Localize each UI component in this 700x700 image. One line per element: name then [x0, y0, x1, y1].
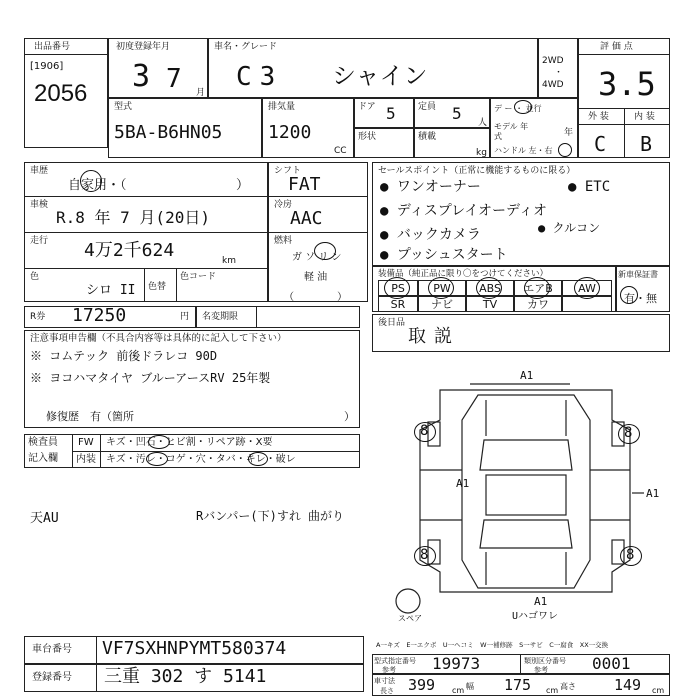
exterior-grade: C [594, 132, 607, 156]
handle-label: ハンドル 左・右 [494, 146, 553, 155]
wd-dot: ・ [554, 68, 564, 78]
damage-mark-right: A1 [646, 487, 660, 500]
len-label: 車寸法 [374, 677, 395, 685]
equip-circle-aw [574, 277, 600, 299]
equip-circle-abs [476, 277, 502, 299]
fuel-paren: （ ） [284, 292, 348, 303]
sales-points-title: セールスポイント（正常に機能するものに限る） [378, 166, 576, 176]
tire-fr-circle [618, 424, 640, 444]
repair-close: ） [344, 410, 355, 423]
lot-number: 2056 [34, 80, 88, 107]
height-unit: cm [652, 686, 665, 695]
ac-label: 冷房 [274, 200, 293, 210]
interior-dirt-circle [146, 452, 168, 466]
cat-sub: 参考 [534, 666, 548, 674]
fw-items: キズ・凹石・ヒビ割・リペア跡・X要 [106, 437, 273, 448]
interior-label: 内 装 [634, 112, 655, 122]
yen-unit: 円 [180, 312, 190, 322]
model: 5BA-B6HN05 [114, 122, 223, 143]
fuel-options: ガ ソ リ ン [292, 252, 342, 263]
fuel-label: 燃料 [274, 236, 293, 246]
warranty-options: 有・無 [624, 292, 657, 305]
mileage-label: 走行 [30, 236, 49, 246]
car-name-label: 車名・グレード [214, 42, 278, 52]
equip-aw: AW [562, 280, 612, 296]
equip-circle-pw [428, 277, 454, 299]
capacity-label: 定員 [418, 102, 437, 112]
year-unit: 年 [564, 128, 574, 138]
color-change-label: 色替 [148, 282, 167, 292]
fw-chip-circle [148, 435, 170, 449]
width-sub: 幅 [466, 682, 474, 691]
cc-unit: CC [334, 146, 347, 156]
damage-mark-tire-rr: 8 [626, 547, 635, 563]
sales-point-2: ● ETC [568, 179, 611, 195]
sales-point-2-text: ETC [584, 179, 611, 195]
interior-items: キズ・汚レ・コゲ・穴・タバ・キレ・破レ [106, 454, 296, 465]
sales-point-3: ● ディスプレイオーディオ [380, 203, 547, 219]
damage-mark-tire-rl: 8 [420, 547, 429, 563]
first-reg-month: 7 [166, 64, 182, 94]
sales-point-1-text: ワンオーナー [396, 179, 481, 195]
damage-mark-front: A1 [520, 369, 534, 382]
width: 175 [504, 676, 532, 694]
sales-point-3-text: ディスプレイオーディオ [396, 203, 547, 219]
displacement: 1200 [268, 122, 312, 143]
repair-label: 修復歴 有（箇所 [46, 410, 134, 423]
notes-line-2: ※ ヨコハマタイヤ ブルーアースRV 25年製 [30, 371, 271, 385]
exterior-label: 外 装 [588, 112, 609, 122]
grade: シャイン [332, 62, 428, 90]
fuel-options-2: 軽 油 [304, 272, 328, 283]
cat-label: 類別区分番号 [524, 657, 566, 665]
equip-airbag: エアB [514, 280, 562, 296]
tire-rr-circle [620, 546, 642, 566]
chassis-label: 車台番号 [32, 644, 72, 655]
kg-unit: kg [476, 148, 487, 158]
equip-circle-airbag [524, 277, 550, 299]
sales-point-6-text: プッシュスタート [396, 247, 508, 263]
shift-label: シフト [274, 166, 302, 176]
equip-sr: SR [378, 296, 418, 312]
diagram-bottom-note: Uハゴワレ [512, 611, 559, 622]
sales-point-5-text: クルコン [552, 221, 601, 235]
handle-right-circle [558, 143, 572, 157]
model-label: 型式 [114, 102, 133, 112]
plate-value: 三重 302 す 5141 [104, 666, 267, 687]
name-change-label: 名変期限 [202, 312, 239, 322]
fw-label: FW [78, 437, 94, 448]
first-reg-label: 初度登録年月 [116, 42, 171, 52]
height-sub: 高さ [560, 682, 576, 691]
equip-ps: PS [378, 280, 418, 296]
person-unit: 人 [478, 118, 488, 128]
load-label: 積載 [418, 132, 437, 142]
type-no: 19973 [432, 654, 481, 673]
warranty-yes-circle [620, 286, 638, 304]
ac-value: AAC [290, 208, 323, 229]
color-value: シロ II [86, 283, 136, 298]
cat-no: 0001 [592, 654, 631, 673]
plate-label: 登録番号 [32, 672, 72, 683]
mileage-value: 4万2千624 [84, 240, 175, 261]
displacement-label: 排気量 [268, 102, 296, 112]
first-reg-month-unit: 月 [196, 88, 206, 98]
height: 149 [614, 676, 642, 694]
grade-label: 評 価 点 [600, 42, 633, 52]
after-value: 取説 [408, 326, 460, 347]
inspector-label-2: 記入欄 [28, 453, 58, 464]
damage-mark-tire-fr: 8 [624, 425, 633, 441]
equip-leather: カワ [514, 296, 562, 312]
recycle-label: R券 [30, 312, 46, 322]
damage-mark-left: A1 [456, 477, 470, 490]
sales-point-4: ● バックカメラ [380, 227, 481, 243]
type-no-sub: 参考 [382, 666, 396, 674]
car-history-value: 自家用・（ [68, 178, 127, 193]
car-name: C3 [236, 62, 284, 92]
shape-label: 形状 [358, 132, 377, 142]
model-year-label: モデル 年式 [494, 122, 529, 141]
interior-tobacco-circle [248, 452, 268, 466]
inspection-label: 車検 [30, 200, 49, 210]
equip-circle-ps [384, 277, 410, 299]
first-reg-year: 3 [132, 59, 151, 94]
inspection-value: R.8 年 7 月(20日) [56, 208, 210, 227]
car-history-label: 車歴 [30, 166, 49, 176]
sales-point-4-text: バックカメラ [396, 227, 481, 243]
shift-value: FAT [288, 174, 321, 195]
warranty-label: 新車保証書 [618, 270, 658, 279]
private-use-circle [80, 170, 102, 192]
inspector-note-right: Rバンパー(下)すれ 曲がり [196, 509, 345, 523]
spare-label: スペア [398, 614, 422, 623]
type-no-label: 型式指定番号 [374, 657, 416, 665]
after-label: 後日品 [378, 318, 406, 328]
notes-title: 注意事項申告欄（不具合内容等は具体的に記入して下さい） [30, 333, 287, 344]
equip-pw: PW [418, 280, 466, 296]
tire-fl-circle [414, 422, 436, 442]
km-unit: km [222, 256, 236, 266]
len-unit: cm [452, 686, 465, 695]
car-history-close: ） [236, 178, 250, 193]
lot-code: [1906] [30, 61, 64, 72]
doors-label: ドア [358, 102, 376, 112]
equip-tv: TV [466, 296, 514, 312]
sales-point-5: ● クルコン [538, 221, 601, 235]
sales-point-6: ● プッシュスタート [380, 247, 508, 263]
score: 3.5 [598, 65, 656, 103]
color-label: 色 [30, 272, 40, 282]
damage-mark-rear: A1 [534, 595, 548, 608]
capacity: 5 [452, 104, 462, 123]
inspector-note-left: 天AU [30, 511, 59, 526]
notes-line-1: ※ コムテック 前後ドラレコ 90D [30, 349, 218, 363]
tire-rl-circle [414, 546, 436, 566]
equipment-title: 装備品（純正品に限り〇をつけてください） [378, 269, 549, 279]
damage-legend: A一キズ E一エクボ U一ヘコミ W一補修跡 S一サビ C一腐食 XX一交換 [376, 641, 609, 649]
len: 399 [408, 676, 436, 694]
sales-point-1: ● ワンオーナー [380, 179, 481, 195]
wd4: 4WD [542, 80, 564, 90]
damage-mark-tire-fl: 8 [420, 423, 429, 439]
recycle-value: 17250 [72, 305, 127, 326]
lot-label: 出品番号 [34, 42, 71, 52]
equip-abs: ABS [466, 280, 514, 296]
mid-circle [514, 100, 532, 114]
mid-label: デ ー ・ 並行 [494, 104, 542, 113]
interior-grade: B [640, 132, 653, 156]
len-sub: 長さ [380, 687, 394, 695]
equip-navi: ナビ [418, 296, 466, 312]
wd2: 2WD [542, 56, 564, 66]
chassis-value: VF7SXHNPYMT580374 [102, 638, 287, 659]
gasoline-circle [314, 242, 336, 260]
interior-inspect-label: 内装 [76, 454, 96, 465]
doors: 5 [386, 104, 396, 123]
width-unit: cm [546, 686, 559, 695]
color-code-label: 色コード [180, 272, 217, 282]
inspector-label-1: 検査員 [28, 437, 58, 448]
